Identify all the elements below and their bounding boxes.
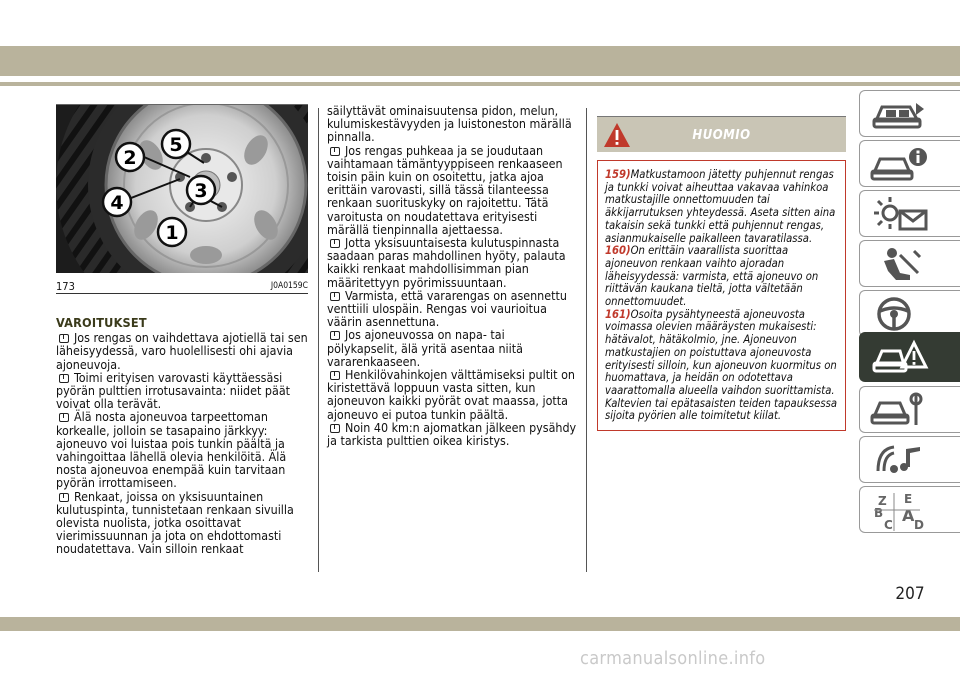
svg-text:A: A xyxy=(902,506,915,525)
bottom-band xyxy=(0,617,960,631)
svg-text:B: B xyxy=(874,506,884,520)
middle-column xyxy=(327,104,577,447)
page-number: 207 xyxy=(895,584,925,604)
caution-panel xyxy=(597,116,846,431)
car-info-icon xyxy=(870,145,930,183)
tab-warning-lights[interactable] xyxy=(859,190,960,237)
warning-item: Jos ajoneuvossa on napa- tai pölykapselit, älä yritä asentaa niitä vararenkaaseen. xyxy=(327,327,523,369)
steering-wheel-icon xyxy=(870,295,930,333)
warning-item: Toimi erityisen varovasti käyttäessäsi pyörän pulttien irrotusavainta: niidet päät voivat olla terävät. xyxy=(56,369,291,412)
bullet-icon xyxy=(59,374,69,383)
caution-header xyxy=(597,116,846,152)
tab-car-info[interactable] xyxy=(859,140,960,187)
tab-safety[interactable] xyxy=(859,240,960,287)
caution-note: 160)On erittäin vaarallista suorittaa ajoneuvon renkaan vaihto ajoradan läheisyydessä: varmista, että ajoneuvo on riittävän kaukana tieltä, jotta vältetään onnettomuudet. xyxy=(605,244,819,309)
top-band xyxy=(0,46,960,76)
warning-lights-icon xyxy=(870,195,930,233)
tab-car-overview[interactable] xyxy=(859,90,960,137)
callout-3 xyxy=(187,176,215,204)
svg-text:4: 4 xyxy=(110,192,124,214)
emergency-car-icon xyxy=(870,337,930,377)
bullet-icon xyxy=(59,413,69,422)
svg-text:5: 5 xyxy=(169,134,183,156)
svg-text:1: 1 xyxy=(165,222,179,244)
watermark: carmanualsonline.info xyxy=(580,648,766,669)
tab-index[interactable] xyxy=(859,486,960,533)
callout-1 xyxy=(158,218,186,246)
tab-emergency[interactable] xyxy=(859,332,960,382)
callout-2 xyxy=(116,143,144,171)
svg-text:E: E xyxy=(904,492,913,506)
caution-title: HUOMIO xyxy=(692,128,751,143)
figure-caption xyxy=(56,273,308,294)
warning-item: Jos rengas puhkeaa ja se joudutaan vaihtamaan tämäntyyppiseen renkaaseen toisin päin kuin on osoitettu, jatka ajoa erittäin varovasti, sillä tässä tilanteessa renkaan suorituskyky on rajoitettu. Tätä varoitusta on noudatettava erityisesti märällä tienpinnalla ajettaessa. xyxy=(327,142,563,237)
bullet-icon xyxy=(59,493,69,502)
top-band-thin xyxy=(0,82,960,86)
svg-text:2: 2 xyxy=(123,147,137,169)
figure-number: 173 xyxy=(56,279,75,293)
warning-item: Älä nosta ajoneuvoa tarpeettoman korkealle, jolloin se tasapaino järkkyy: ajoneuvo voi luistaa pois tunkin päältä ja vahingoittaa lähellä olevia henkilöitä. Älä nosta ajoneuvoa enempää kuin tarvitaan pyörän irrottamiseen. xyxy=(56,409,287,491)
section-heading: VAROITUKSET xyxy=(56,315,147,330)
bullet-icon xyxy=(330,239,340,248)
warning-item: Renkaat, joissa on yksisuuntainen kulutuspinta, tunnistetaan renkaan sivuilla olevista nuolista, jotka osoittavat vierimissuunnan ja jota on ehdottomasti noudatettava. Vain silloin renkaat xyxy=(56,488,294,557)
tab-service[interactable] xyxy=(859,386,960,433)
wheel-figure xyxy=(56,104,308,273)
seat-airbag-icon xyxy=(870,245,930,283)
svg-text:D: D xyxy=(914,518,924,531)
multimedia-icon xyxy=(870,441,930,479)
index-icon xyxy=(870,491,930,531)
bullet-icon xyxy=(330,292,340,301)
bullet-icon xyxy=(330,424,340,433)
callout-4 xyxy=(103,188,131,216)
svg-text:C: C xyxy=(884,518,893,531)
warning-item: Henkilövahinkojen välttämiseksi pultit on kiristettävä loppuun vasta sitten, kun ajoneuvon kaikki pyörät ovat maassa, jotta ajoneuvo ei putoa tunkin päältä. xyxy=(327,367,575,422)
warning-item: Varmista, että vararengas on asennettu venttiili ulospäin. Rengas voi vaurioitua väärin asennettuna. xyxy=(327,287,567,330)
left-column xyxy=(56,104,308,556)
wheel-illustration xyxy=(56,105,308,273)
warning-item: Jos rengas on vaihdettava ajotiellä tai sen läheisyydessä, varo huolellisesti ohi ajavia ajoneuvoja. xyxy=(56,330,308,372)
svg-text:3: 3 xyxy=(194,180,208,202)
tab-driving[interactable] xyxy=(859,290,960,337)
continued-text: säilyttävät ominaisuutensa pidon, melun, kulumiskestävyyden ja luistoneston märällä pinnalla. xyxy=(327,103,572,145)
warning-item: Jotta yksisuuntaisesta kulutuspinnasta saadaan paras mahdollinen hyöty, palauta kaikki renkaat mahdollisimman pian määritettyyn pyörimissuuntaan. xyxy=(327,235,566,290)
bullet-icon xyxy=(330,371,340,380)
car-service-icon xyxy=(870,391,930,429)
caution-note: 159)Matkustamoon jätetty puhjennut rengas ja tunkki voivat aiheuttaa vakavaa vahinkoa matkustajille onnettomuuden tai äkkijarrutuksen yhteydessä. Aseta sitten aina takaisin sekä tunkki että puhjennut rengas, asianmukaiselle paikalleen tavaratilassa. xyxy=(605,168,836,245)
car-overview-icon xyxy=(870,95,930,133)
column-divider xyxy=(586,108,587,572)
caution-notes xyxy=(597,160,846,431)
svg-text:Z: Z xyxy=(878,494,887,508)
bullet-icon xyxy=(330,147,340,156)
bullet-icon xyxy=(330,331,340,340)
figure-code: J0A0159C xyxy=(270,280,308,291)
bullet-icon xyxy=(59,334,69,343)
callout-5 xyxy=(162,130,190,158)
caution-note: 161)Osoita pysähtyneestä ajoneuvosta voimassa olevien määräysten mukaisesti: hätävalot, hätäkolmio, jne. Ajoneuvon matkustajien on poistuttava ajoneuvosta erityisesti silloin, kun ajoneuvon kuormitus on huomattava, ja heidän on odotettava vaarattomalla alueella vaihdon suorittamista. Kaltevien tai epätasaisten teiden tapauksessa sijoita pyörien alle toimitetut kiilat. xyxy=(605,307,838,423)
column-divider xyxy=(318,108,319,572)
tab-multimedia[interactable] xyxy=(859,436,960,483)
warning-item: Noin 40 km:n ajomatkan jälkeen pysähdy ja tarkista pulttien oikea kiristys. xyxy=(327,419,577,449)
